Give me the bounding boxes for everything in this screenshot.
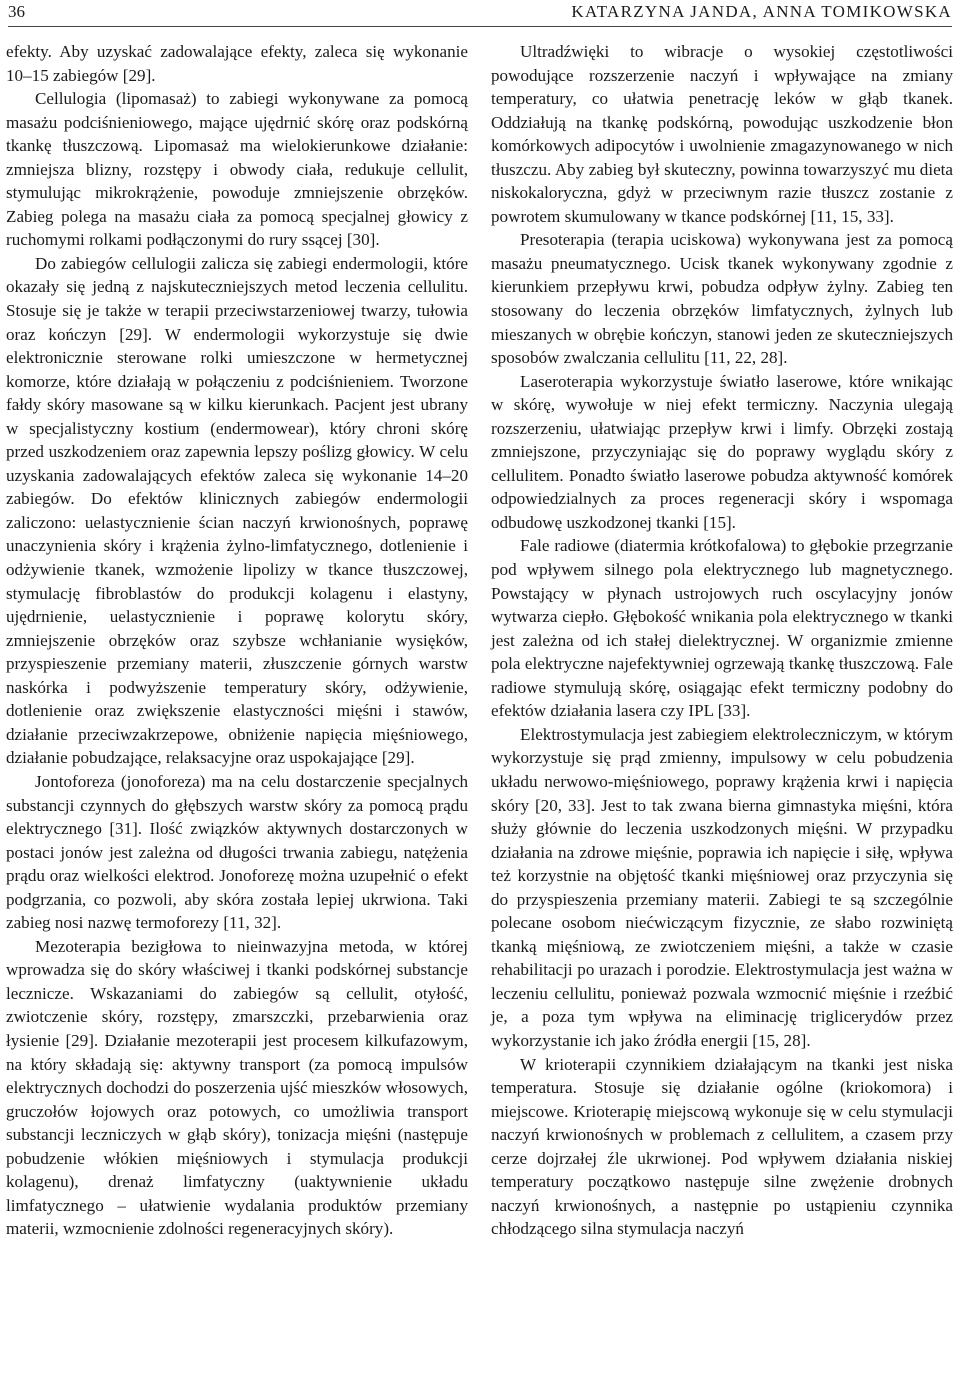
paragraph: Elektrostymulacja jest zabiegiem elektroleczniczym, w którym wykorzystuje się prąd zmienny, impulsowy w celu pobudzenia układu nerwowo-mięśniowego, poprawy krążenia krwi i napięcia skóry [20, 33]. Jest to tak zwana bierna gimnastyka mięśni, która służy głównie do leczenia uszkodzonych mięśni. W przypadku działania na zdrowe mięśnie, poprawia ich napięcie i siłę, wpływa też korzystnie na objętość tkanki mięśniowej oraz przyczynia się do przyspieszenia przemiany materii. Zabiegi te są szczególnie polecane osobom niećwiczącym fizycznie, ze słabo rozwiniętą tkanką mięśniową, ze zwiotczeniem mięśni, a także w czasie rehabilitacji po urazach i porodzie. Elektrostymulacja jest ważna w leczeniu cellulitu, ponieważ pozwala wzmocnić mięśnie i rzeźbić je, a poza tym wpływa na eliminację triglicerydów przez wykorzystanie ich jako źródła energii [15, 28]. [491,724,953,1050]
paragraph: Do zabiegów cellulogii zalicza się zabiegi endermologii, które okazały się jedną z najskuteczniejszych metod leczenia cellulitu. Stosuje się je także w terapii przeciwstarzeniowej twarzy, tułowia oraz kończyn [29]. W endermologii wykorzystuje się dwie elektronicznie sterowane rolki umieszczone w hermetycznej komorze, które działają w połączeniu z podciśnieniem. Tworzone fałdy skóry masowane są w kilku kierunkach. Pacjent jest ubrany w specjalistyczny kostium (endermowear), który chroni skórę przed uszkodzeniem oraz zapewnia lepszy poślizg głowicy. W celu uzyskania zadowalających efektów zaleca się wykonanie 14–20 zabiegów. Do efektów klinicznych zabiegów endermologii zaliczono: uelastycznienie ścian naczyń krwionośnych, poprawę unaczynienia skóry i krążenia żylno-limfatycznego, dotlenienie i odżywienie tkanek, wzmożenie lipolizy w tkance tłuszczowej, stymulację fibroblastów do produkcji kolagenu i elastyny, ujędrnienie, uelastycznienie i poprawę kolorytu skóry, zmniejszenie obrzęków oraz szybsze wchłanianie wysięków, przyspieszenie przemiany materii, złuszczenie górnych warstw naskórka i podwyższenie temperatury skóry, odżywienie, dotlenienie oraz zwiększenie elastyczności mięśni i stawów, działanie przeciwzakrzepowe, obniżenie napięcia mięśniowego, działanie pobudzające, relaksacyjne oraz uspokajające [29]. [6,253,468,768]
page-number: 36 [8,2,25,21]
paragraph: Mezoterapia bezigłowa to nieinwazyjna metoda, w której wprowadza się do skóry właściwej i tkanki podskórnej substancje lecznicze. Wskazaniami do zabiegów są cellulit, otyłość, zwiotczenie skóry, rozstępy, zmarszczki, przebarwienia oraz łysienie [29]. Działanie mezoterapii jest procesem kilkufazowym, na który składają się: aktywny transport (za pomocą impulsów elektrycznych dochodzi do poszerzenia ujść mieszków włosowych, gruczołów łojowych oraz potowych, co umożliwia transport substancji leczniczych w głąb skóry), tonizacja mięśni (następuje pobudzenie włókien mięśniowych i stymulacja produkcji kolagenu), drenaż limfatyczny (uaktywnienie układu limfatycznego – ułatwienie wydalania produktów przemiany materii, wzmocnienie zdolności regeneracyjnych skóry). [6,936,468,1239]
running-header [8,0,952,27]
left-column [6,40,468,1241]
paragraph: Cellulogia (lipomasaż) to zabiegi wykonywane za pomocą masażu podciśnieniowego, mające ujędrnić skórę oraz podskórną tkankę tłuszczową. Lipomasaż ma wielokierunkowe działanie: zmniejsza blizny, rozstępy i obwody ciała, redukuje cellulit, stymulując mikrokrążenie, powoduje zmniejszenie obrzęków. Zabieg polega na masażu ciała za pomocą specjalnej głowicy z ruchomymi rolkami podłączonymi do rury ssącej [30]. [6,89,468,250]
right-column [491,40,953,1241]
paragraph: Presoterapia (terapia uciskowa) wykonywana jest za pomocą masażu pneumatycznego. Ucisk tkanek wykonywany zgodnie z kierunkiem przepływu krwi, pobudza odpływ żylny. Zabieg ten stosowany do leczenia obrzęków limfatycznych, żylnych lub mieszanych w obrębie kończyn, stanowi jeden ze skuteczniejszych sposobów zwalczania cellulitu [11, 22, 28]. [491,230,953,368]
paragraph: Jontoforeza (jonoforeza) ma na celu dostarczenie specjalnych substancji czynnych do głębszych warstw skóry za pomocą prądu elektrycznego [31]. Ilość związków aktywnych dostarczonych w postaci jonów jest zależna od długości trwania zabiegu, natężenia prądu oraz wielkości elektrod. Jonoforezę można uzupełnić o efekt podgrzania, co pozwoli, aby skóra została lepiej ukrwiona. Taki zabieg nosi nazwę termoforezy [11, 32]. [6,771,468,933]
paragraph: Ultradźwięki to wibracje o wysokiej częstotliwości powodujące rozszerzenie naczyń i wpływające na zmiany temperatury, co ułatwia penetrację leków w głąb tkanek. Oddziałują na tkankę podskórną, powodując uszkodzenie błon komórkowych adipocytów i uwolnienie zmagazynowanego w nich tłuszczu. Aby zabieg był skuteczny, powinna towarzyszyć mu dieta niskokaloryczna, gdyż w przeciwnym razie tłuszcz zostanie z powrotem skumulowany w tkance podskórnej [11, 15, 33]. [491,42,953,226]
running-head-authors: KATARZYNA JANDA, ANNA TOMIKOWSKA [571,2,952,21]
paragraph: Laseroterapia wykorzystuje światło laserowe, które wnikając w skórę, wywołuje w niej efekt termiczny. Naczynia ulegają rozszerzeniu, ułatwiając przepływ krwi i limfy. Obrzęki zostają zmniejszone, przyczyniając się do poprawy wyglądu skóry z cellulitem. Ponadto światło laserowe pobudza aktywność komórek odpowiedzialnych za proces regeneracji skóry i wspomaga odbudowę uszkodzonej tkanki [15]. [491,371,953,532]
paragraph: W krioterapii czynnikiem działającym na tkanki jest niska temperatura. Stosuje się działanie ogólne (kriokomora) i miejscowe. Krioterapię miejscową wykonuje się w celu stymulacji naczyń krwionośnych w problemach z cellulitem, a czasem przy cerze dojrzałej źle ukrwionej. Pod wpływem działania niskiej temperatury początkowo następuje silne zwężenie drobnych naczyń krwionośnych, a następnie po ustąpieniu czynnika chłodzącego silna stymulacja naczyń [491,1054,953,1239]
paragraph: efekty. Aby uzyskać zadowalające efekty, zaleca się wykonanie 10–15 zabiegów [29]. [6,42,468,85]
paragraph: Fale radiowe (diatermia krótkofalowa) to głębokie przegrzanie pod wpływem silnego pola elektrycznego lub magnetycznego. Powstający w płynach ustrojowych ruch oscylacyjny jonów wytwarza ciepło. Głębokość wnikania pola elektrycznego w tkanki jest zależna od ich stałej dielektrycznej. W organizmie zmienne pola elektryczne najefektywniej ogrzewają tkankę tłuszczową. Fale radiowe stymulują skórę, osiągając efekt termiczny podobny do efektów działania lasera czy IPL [33]. [491,536,953,721]
